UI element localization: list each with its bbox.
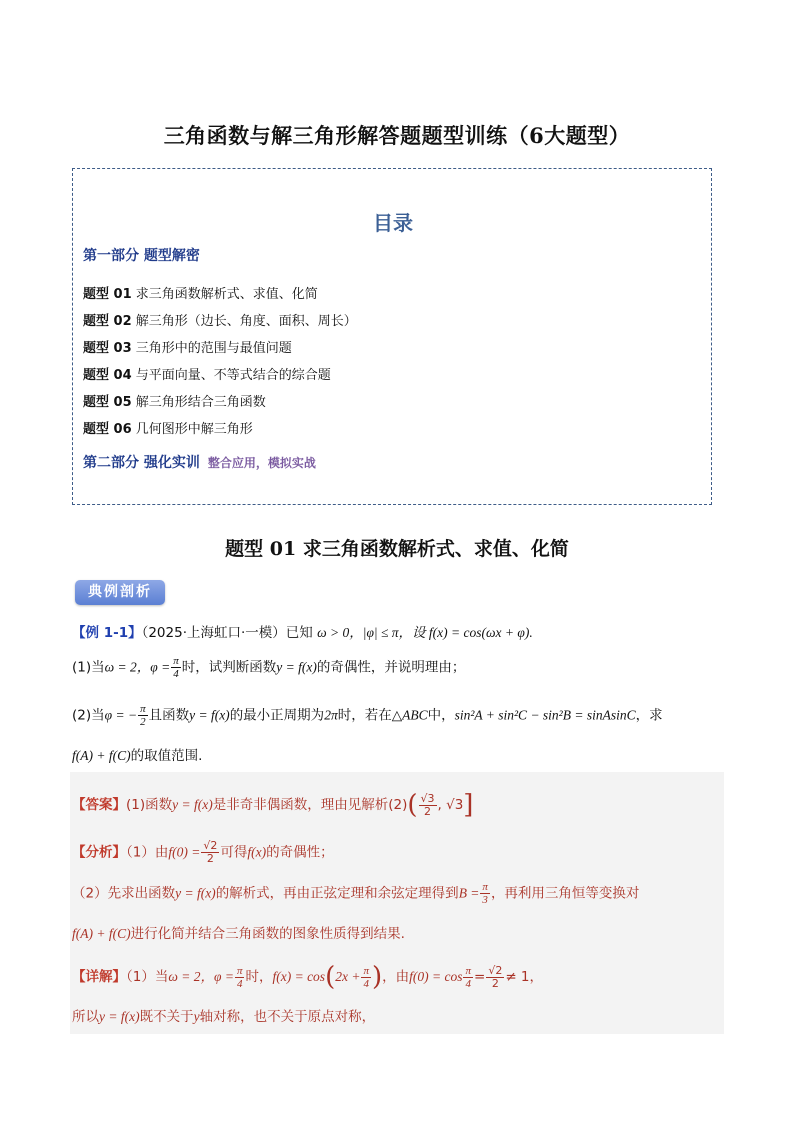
fraction-denominator: 2 [424,804,431,818]
toc-item-text: 三角形中的范围与最值问题 [135,341,292,356]
analysis-function: y = f(x) [175,885,216,901]
fraction-denominator: 4 [363,977,369,990]
toc-item-text: 几何图形中解三角形 [135,422,253,437]
q2-triangle: △ABC [391,707,428,723]
fraction-denominator: 2 [140,716,146,728]
toc-item-number: 题型 06 [83,422,132,437]
detail-text: 既不关于 [139,1009,194,1025]
toc-part-2[interactable] [83,452,316,472]
detail-equals: = [474,969,486,985]
fraction-denominator: 4 [173,668,179,680]
detail-text: 所以 [72,1009,99,1025]
detail-text: （1）当 [126,969,169,985]
example-statement [72,621,533,641]
fraction [138,703,148,728]
q2-period: 2π [324,707,338,723]
toc-item-number: 题型 04 [83,368,132,383]
detail-text: 时， [245,969,273,985]
fraction-numerator: √2 [488,963,503,977]
detail-inner: 2x + [335,969,361,984]
toc-part-2-label: 第二部分 强化实训 [83,455,200,471]
toc-part-2-subtitle: 整合应用，模拟实战 [207,456,316,470]
fraction [486,965,504,990]
detail-f0: f(0) = cos [409,969,463,984]
question-1 [72,655,465,680]
q2-equation: sin²A + sin²C − sin²B = sinAsinC [454,707,636,723]
paren-right: ) [371,962,383,992]
question-2-continued [72,744,202,764]
fraction-denominator: 3 [482,894,488,906]
fraction [201,840,219,865]
toc-item[interactable] [83,310,357,329]
analysis-text: 可得 [220,844,248,861]
fraction [463,965,473,990]
example-given: ω > 0，|φ| ≤ π，设 f(x) = cos(ωx + φ). [317,625,533,640]
analysis-expression: f(0) = [168,844,201,860]
fraction-denominator: 4 [465,977,471,990]
fraction-numerator: π [140,703,146,715]
analysis-text: 进行化简并结合三角函数的图象性质得到结果. [130,926,405,942]
q1-prefix: (1)当 [72,659,105,676]
q2-function: y = f(x) [189,707,230,723]
fraction-numerator: π [363,964,369,977]
fraction-numerator: π [173,655,179,667]
toc-item[interactable] [83,418,253,437]
analysis-angle: B = [458,885,480,901]
toc-item-number: 题型 05 [83,395,132,410]
toc-heading: 目录 [373,211,413,235]
toc-item-number: 题型 03 [83,341,132,356]
q1-text: 时，试判断函数 [181,659,277,676]
toc-item[interactable] [83,391,266,410]
q2-text-4: 中， [427,707,455,724]
question-2 [72,703,663,728]
toc-item-text: 解三角形（边长、角度、面积、周长） [135,314,357,329]
toc-item-number: 题型 02 [83,314,132,329]
detail-not-equal: ≠ 1， [505,969,544,985]
detail-tag: 【详解】 [72,969,126,985]
q1-function: y = f(x) [276,659,317,675]
toc-item-text: 与平面向量、不等式结合的综合题 [135,368,331,383]
q2-line-2-text: 的取值范围. [130,748,203,764]
q2-prefix: (2)当 [72,707,105,724]
detail-line-1 [72,962,543,992]
analysis-function: f(x) [247,844,267,860]
detail-text: 轴对称，也不关于原点对称， [199,1009,376,1025]
q2-text: 且函数 [148,707,190,724]
detail-text: ，由 [382,969,410,985]
fraction-numerator: π [236,964,243,977]
toc-item[interactable] [83,283,318,302]
analysis-text: 的奇偶性； [266,844,334,861]
fraction [419,793,437,818]
q1-tail: 的奇偶性，并说明理由； [316,659,466,676]
answer-line [72,790,473,820]
example-source: （2025·上海虹口·一模）已知 [141,625,313,641]
table-of-contents [72,168,712,505]
bracket-right: ] [463,790,474,820]
analysis-line-2 [72,881,639,906]
example-tag: 【例 1-1】 [72,625,142,641]
q2-text-5: ，求 [635,707,663,724]
q2-expression: f(A) + f(C) [72,748,131,763]
analysis-tag: 【分析】 [72,844,126,861]
fraction [480,881,490,906]
paren-left: ( [325,962,336,992]
toc-item-text: 解三角形结合三角函数 [135,395,266,410]
detail-function: f(x) = cos [272,969,326,984]
analysis-text: ，再利用三角恒等变换对 [490,885,640,902]
q2-condition: φ = − [104,707,138,723]
fraction-numerator: π [465,964,471,977]
detail-axis: y [193,1009,200,1024]
toc-item-text: 求三角函数解析式、求值、化简 [135,287,318,302]
section-title: 题型 01 求三角函数解析式、求值、化简 [225,538,569,560]
example-badge: 典例剖析 [75,580,165,605]
toc-part-1[interactable]: 第一部分 题型解密 [83,248,200,264]
document-title: 三角函数与解三角形解答题题型训练（6大题型） [163,123,631,148]
fraction [235,965,245,990]
answer-text-1: (1)函数 [126,797,173,813]
analysis-line-1 [72,840,334,865]
q2-text-2: 的最小正周期为 [229,707,325,724]
analysis-text: 的解析式，再由正弦定理和余弦定理得到 [215,885,459,902]
fraction [361,965,371,990]
detail-condition: ω = 2，φ = [168,969,234,984]
fraction-denominator: 2 [206,852,214,865]
detail-line-2 [72,1005,375,1025]
analysis-expression: f(A) + f(C) [72,926,131,941]
fraction-denominator: 2 [491,976,499,990]
interval-right: , √3 [437,797,464,813]
analysis-text: （2）先求出函数 [72,885,176,902]
fraction-numerator: π [482,881,488,893]
toc-item-number: 题型 01 [83,287,132,302]
toc-item[interactable] [83,364,331,383]
analysis-text: （1）由 [126,844,169,861]
fraction-numerator: √3 [420,791,435,805]
fraction-denominator: 4 [236,977,243,990]
analysis-line-3 [72,922,405,942]
q2-text-3: 时，若在 [337,707,392,724]
answer-text-2: 是非奇非偶函数，理由见解析(2) [212,797,408,813]
paren-left: ( [407,790,418,820]
answer-function: y = f(x) [172,797,213,812]
answer-tag: 【答案】 [72,797,126,813]
toc-item[interactable] [83,337,292,356]
q1-condition: ω = 2，φ = [104,659,171,675]
fraction [171,655,181,680]
detail-function: y = f(x) [99,1009,140,1024]
fraction-numerator: √2 [203,839,218,852]
